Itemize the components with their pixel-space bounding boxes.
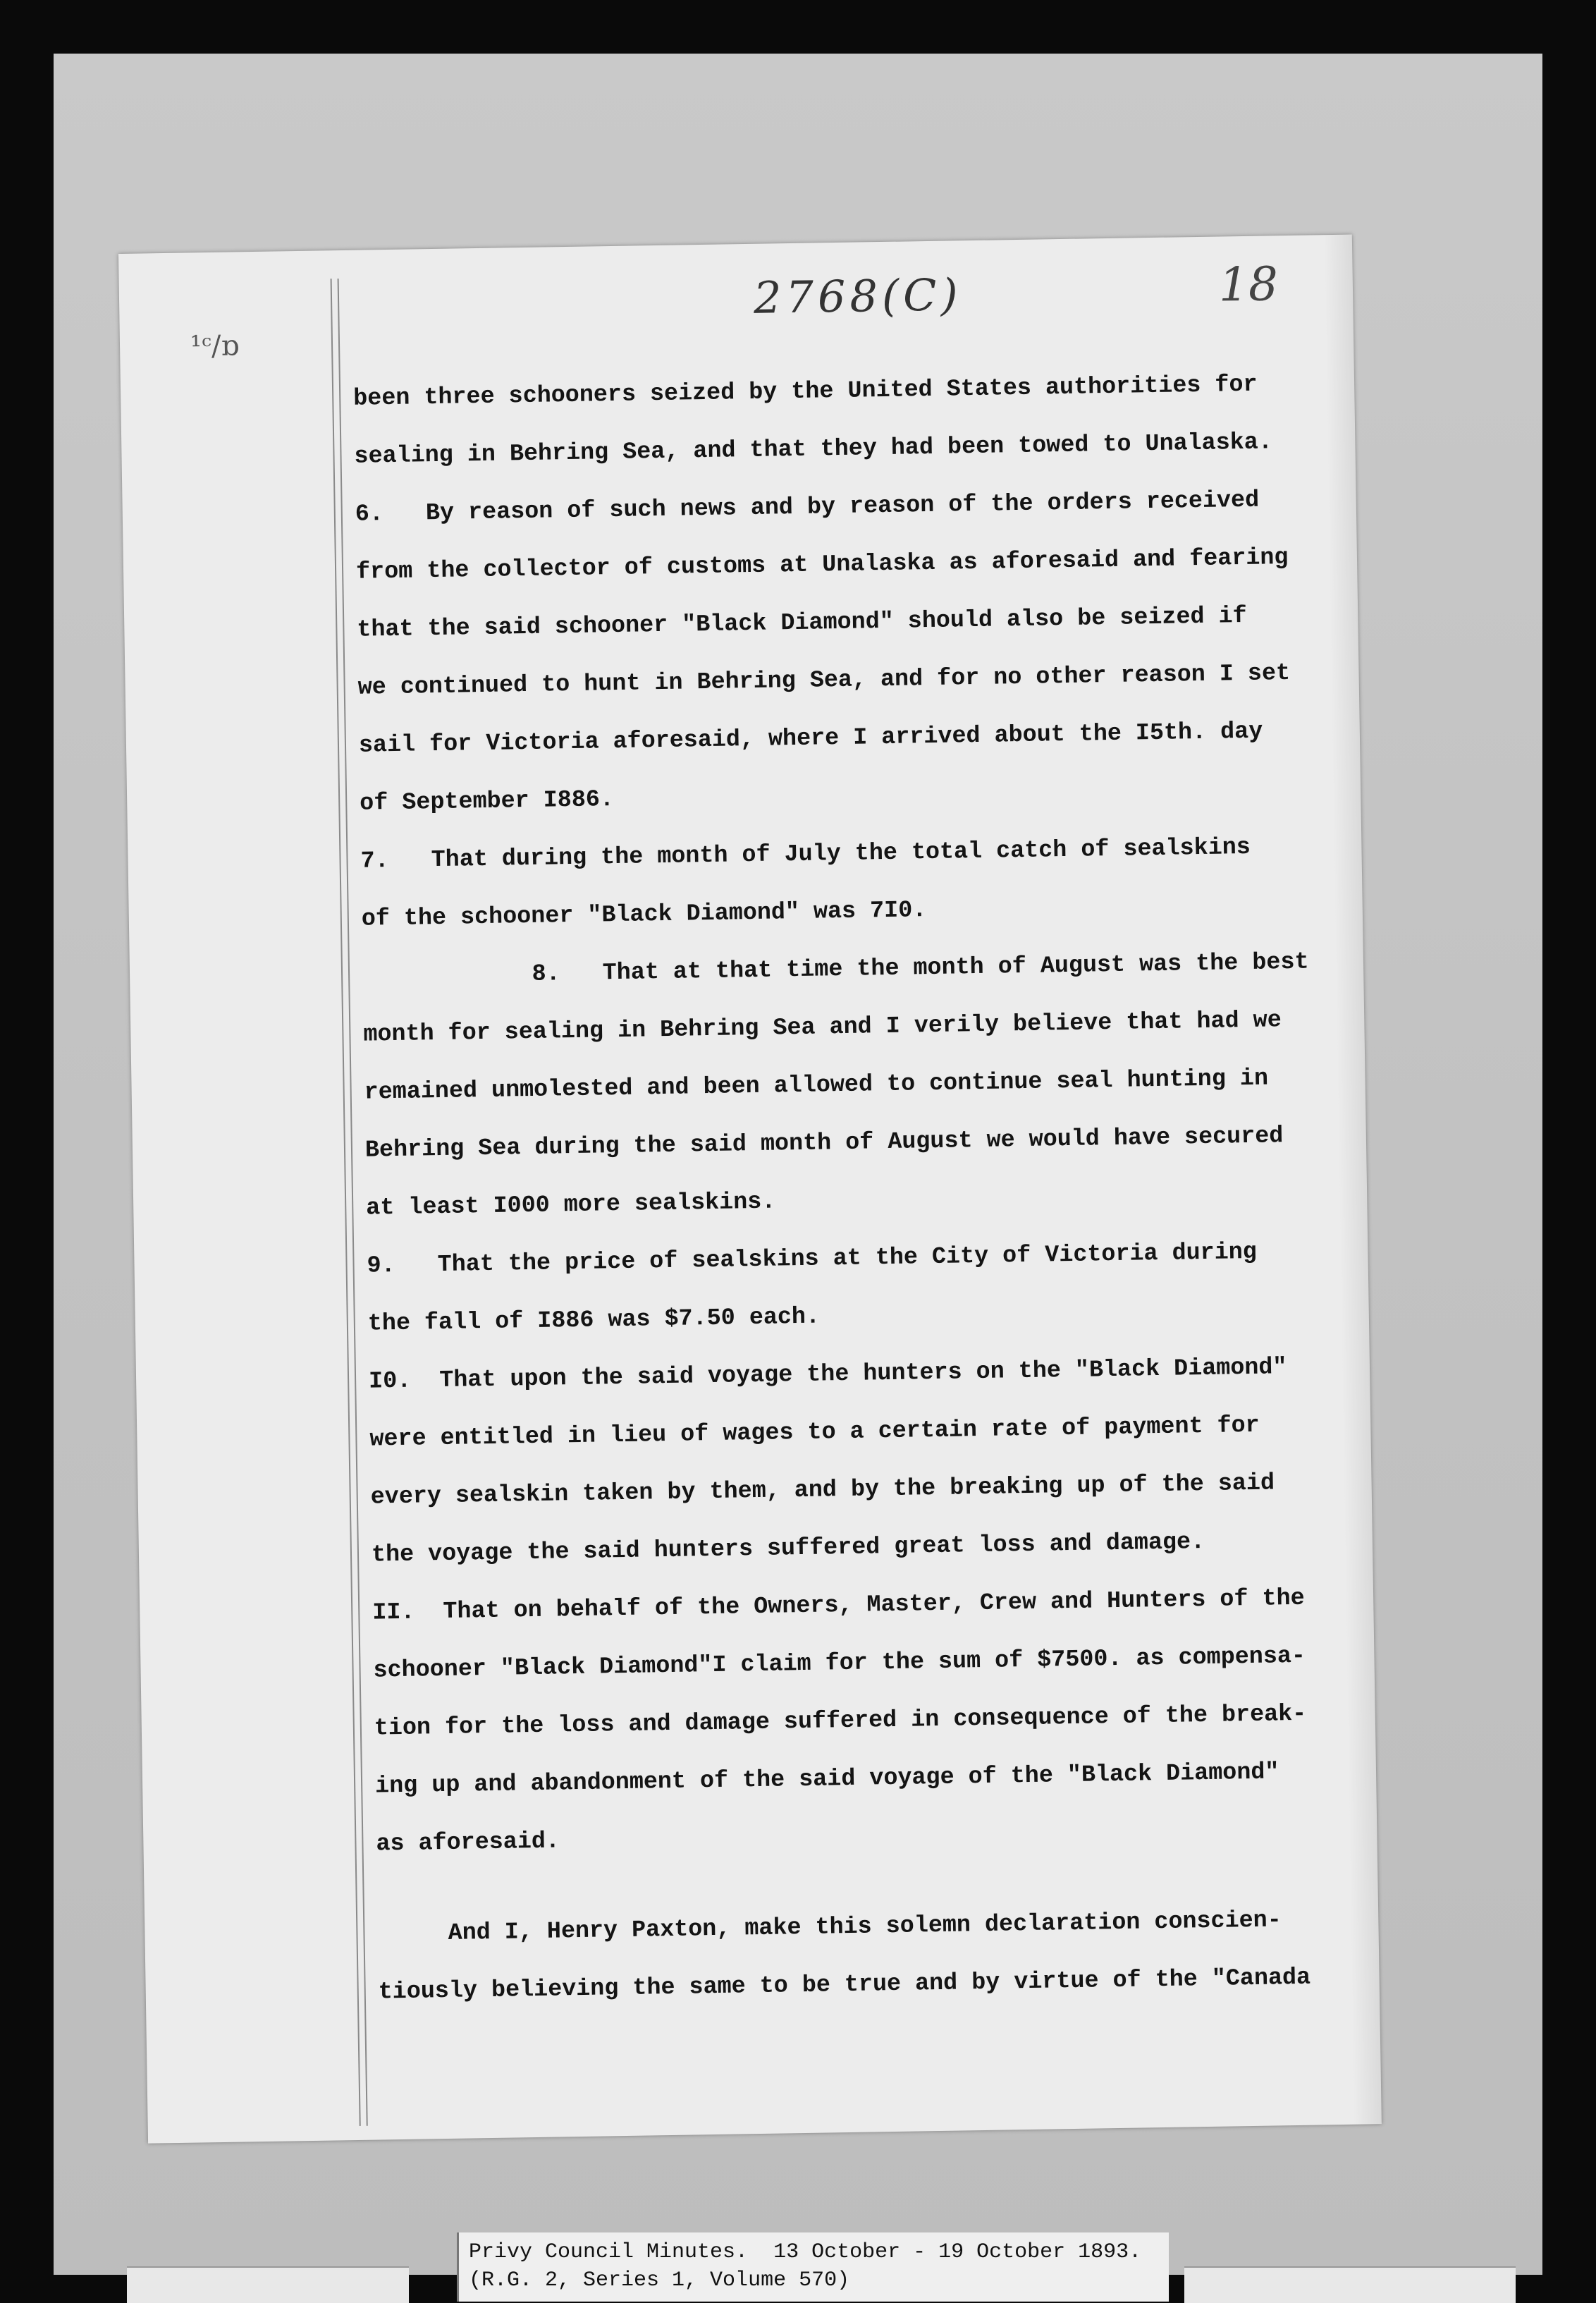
text-line: every sealskin taken by them, and by the breaking up of the said xyxy=(370,1470,1275,1511)
archive-citation-label xyxy=(457,2232,1169,2302)
text-line: the voyage the said hunters suffered great loss and damage. xyxy=(371,1529,1205,1569)
text-line: of the schooner "Black Diamond" was 7I0. xyxy=(361,897,927,933)
text-line: II. That on behalf of the Owners, Master, Crew and Hunters of the xyxy=(372,1584,1305,1627)
text-line: as aforesaid. xyxy=(376,1828,560,1858)
document-page xyxy=(118,235,1382,2144)
handwritten-reference-number: 2768(C) xyxy=(753,269,963,324)
text-line: I0. That upon the said voyage the hunters on the "Black Diamond" xyxy=(368,1354,1287,1395)
text-line: And I, Henry Paxton, make this solemn declaration conscien- xyxy=(377,1907,1282,1948)
text-line: 8. That at that time the month of August was the best xyxy=(362,948,1309,991)
text-line: schooner "Black Diamond"I claim for the sum of $7500. as compensa- xyxy=(373,1642,1306,1685)
text-line: Behring Sea during the said month of August we would have secured xyxy=(364,1123,1284,1164)
text-line: 7. That during the month of July the total catch of sealskins xyxy=(360,833,1251,875)
text-line: tiously believing the same to be true and by virtue of the "Canada xyxy=(378,1964,1311,2006)
handwritten-folio-number: 18 xyxy=(1218,257,1279,312)
text-line: 9. That the price of sealskins at the City of Victoria during xyxy=(367,1238,1258,1280)
text-line: from the collector of customs at Unalaska as aforesaid and fearing xyxy=(355,544,1289,586)
text-line: tion for the loss and damage suffered in consequence of the break- xyxy=(374,1700,1307,1742)
text-line: were entitled in lieu of wages to a certain rate of payment for xyxy=(369,1412,1260,1453)
text-line: we continued to hunt in Behring Sea, and for no other reason I set xyxy=(357,659,1291,702)
citation-line-1: Privy Council Minutes. 13 October - 19 October 1893. xyxy=(469,2240,1142,2264)
film-edge-tab xyxy=(127,2266,409,2303)
text-line: that the said schooner "Black Diamond" should also be seized if xyxy=(357,602,1247,644)
citation-line-2: (R.G. 2, Series 1, Volume 570) xyxy=(469,2268,850,2292)
margin-annotation: ¹ᶜ/ɒ xyxy=(190,329,240,363)
text-line: remained unmolested and been allowed to continue seal hunting in xyxy=(364,1065,1269,1106)
text-line: sealing in Behring Sea, and that they had been towed to Unalaska. xyxy=(354,429,1273,470)
text-line: month for sealing in Behring Sea and I verily believe that had we xyxy=(363,1007,1282,1049)
text-line: at least I000 more sealskins. xyxy=(366,1188,776,1222)
text-line: 6. By reason of such news and by reason of the orders received xyxy=(355,487,1260,528)
text-line: sail for Victoria aforesaid, where I arrived about the I5th. day xyxy=(358,718,1263,759)
text-line: the fall of I886 was $7.50 each. xyxy=(367,1303,821,1338)
typed-body-text xyxy=(353,355,1345,2021)
text-line: been three schooners seized by the United States authorities for xyxy=(352,371,1258,413)
film-edge-tab xyxy=(1184,2266,1516,2303)
text-line: of September I886. xyxy=(359,786,615,817)
text-line: ing up and abandonment of the said voyage of the "Black Diamond" xyxy=(374,1759,1279,1800)
